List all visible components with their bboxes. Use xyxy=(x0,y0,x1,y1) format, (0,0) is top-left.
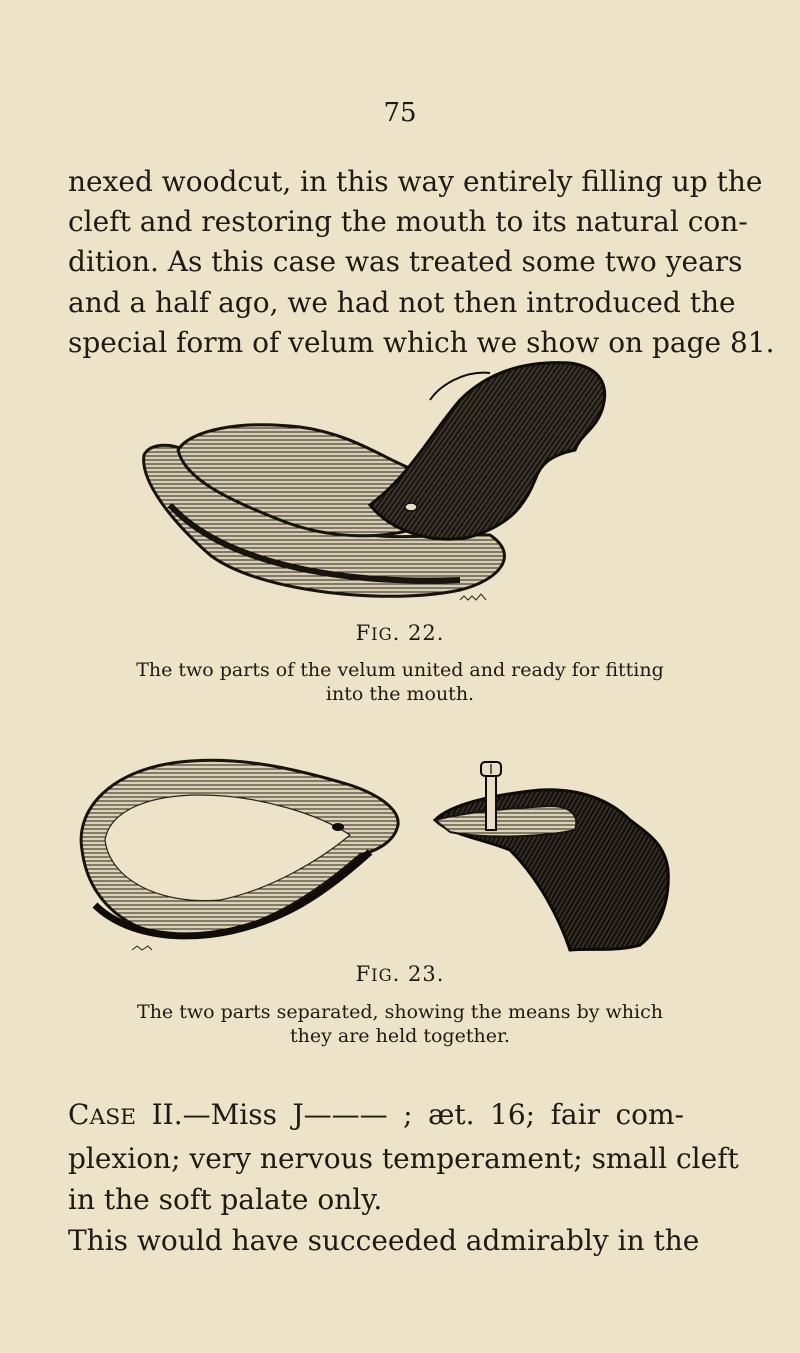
text-line: special form of velum which we show on page 81. xyxy=(68,325,775,359)
text-line: cleft and restoring the mouth to its natural con- xyxy=(68,205,748,239)
caption-line: The two parts of the velum united and ready for fitting xyxy=(136,659,664,681)
figure-22-label-prefix: F xyxy=(355,621,372,645)
text-line: in the soft palate only. xyxy=(68,1183,383,1216)
figure-22-label xyxy=(0,621,800,645)
caption-line: they are held together. xyxy=(290,1025,510,1047)
case-heading-prefix: C xyxy=(68,1098,90,1131)
case-heading-smallcaps: ASE xyxy=(89,1105,137,1130)
figure-22-label-smallcaps: IG xyxy=(371,625,393,644)
text-line: plexion; very nervous temperament; small cleft xyxy=(68,1142,739,1175)
text-line: nexed woodcut, in this way entirely filling up the xyxy=(68,165,763,198)
text-line: This would have succeeded admirably in the xyxy=(68,1224,700,1257)
figure-22-engraving xyxy=(130,355,610,610)
case-heading-rest: II.—Miss J——— ; æt. 16; fair com- xyxy=(136,1098,684,1131)
figure-23-label xyxy=(0,962,800,986)
figure-22-label-number: . 22. xyxy=(392,621,445,645)
figure-23-label-number: . 23. xyxy=(392,962,445,986)
case-heading-line xyxy=(68,1094,684,1138)
page-number: 75 xyxy=(383,98,417,128)
text-line: and a half ago, we had not then introduced the xyxy=(68,285,736,319)
figure-23-label-smallcaps: IG xyxy=(371,966,393,985)
caption-line: into the mouth. xyxy=(325,683,475,705)
figure-23-label-prefix: F xyxy=(355,962,372,986)
figure-23-caption xyxy=(0,1000,800,1048)
caption-line: The two parts separated, showing the means by which xyxy=(137,1001,663,1023)
figure-22-caption xyxy=(0,658,800,706)
paragraph-intro xyxy=(68,162,775,363)
figure-23-engraving xyxy=(70,740,680,962)
case-paragraph xyxy=(68,1094,739,1261)
text-line: dition. As this case was treated some two years xyxy=(68,245,743,279)
